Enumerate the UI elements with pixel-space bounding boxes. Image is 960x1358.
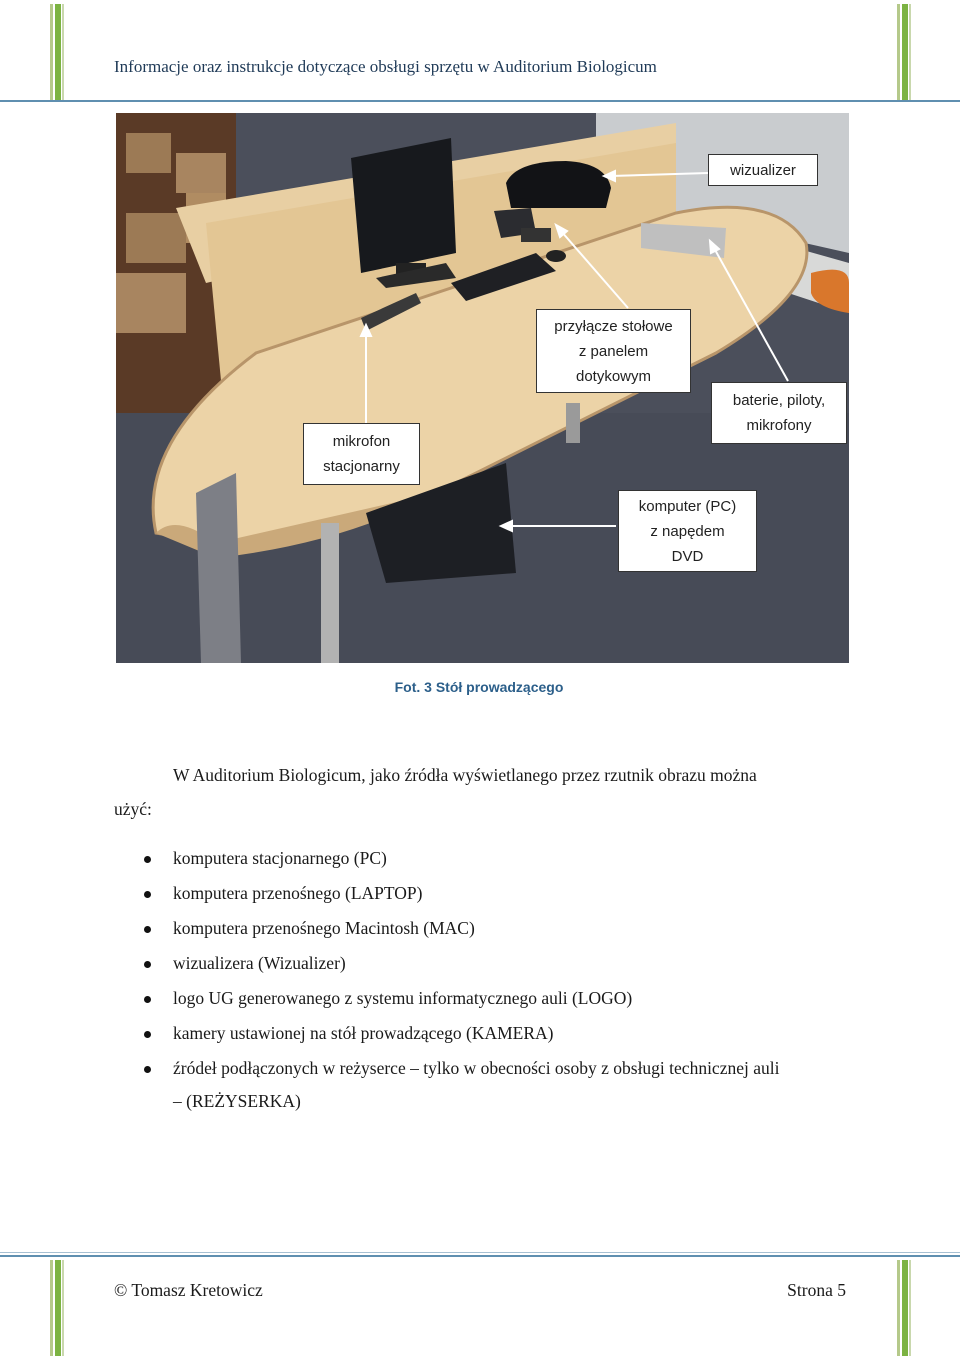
photo-caption <box>0 679 960 695</box>
label-baterie <box>711 382 847 444</box>
footer-right-ornament <box>897 1260 911 1356</box>
intro-paragraph-line2: użyć: <box>114 799 152 819</box>
label-przylacze-line1: przyłącze stołowe <box>554 317 673 335</box>
list-item: kamery ustawionej na stół prowadzącego (KAMERA) <box>173 1023 554 1043</box>
list-item-continuation: – (REŻYSERKA) <box>173 1091 301 1111</box>
footer-divider-top <box>0 1252 960 1253</box>
label-wizualizer-text: wizualizer <box>730 161 796 179</box>
label-komputer-line2: z napędem <box>650 522 725 540</box>
intro-paragraph-line1: W Auditorium Biologicum, jako źródła wyświetlanego przez rzutnik obrazu można <box>173 765 757 785</box>
bullet-icon <box>144 961 151 968</box>
footer-divider <box>0 1255 960 1257</box>
photo-caption-text: Fot. 3 Stół prowadzącego <box>394 679 564 695</box>
label-mikrofon <box>303 423 420 485</box>
list-item: komputera stacjonarnego (PC) <box>173 848 387 868</box>
list-item: źródeł podłączonych w reżyserce – tylko w obecności osoby z obsługi technicznej auli <box>173 1058 780 1078</box>
bullet-icon <box>144 1066 151 1073</box>
label-przylacze-line3: dotykowym <box>575 367 652 385</box>
lecturer-desk-photo <box>116 113 849 663</box>
label-przylacze-stolowe <box>536 309 691 393</box>
list-item: logo UG generowanego z systemu informatycznego auli (LOGO) <box>173 988 633 1008</box>
footer-page-number: Strona 5 <box>787 1280 846 1300</box>
label-baterie-line1: baterie, piloty, <box>732 392 826 409</box>
label-przylacze-line2: z panelem <box>578 342 649 360</box>
bullet-icon <box>144 1031 151 1038</box>
label-mikrofon-line1: mikrofon <box>332 433 391 450</box>
header-right-ornament <box>897 4 911 100</box>
header-left-ornament <box>50 4 64 100</box>
label-komputer <box>618 490 757 572</box>
bullet-icon <box>144 926 151 933</box>
label-komputer-line3: DVD <box>671 547 704 565</box>
label-mikrofon-line2: stacjonarny <box>323 458 400 475</box>
bullet-icon <box>144 996 151 1003</box>
footer-author: © Tomasz Kretowicz <box>114 1280 263 1300</box>
footer-left-ornament <box>50 1260 64 1356</box>
list-item: komputera przenośnego Macintosh (MAC) <box>173 918 475 938</box>
header-divider <box>0 100 960 102</box>
label-baterie-line2: mikrofony <box>746 417 812 434</box>
bullet-icon <box>144 856 151 863</box>
list-item: komputera przenośnego (LAPTOP) <box>173 883 423 903</box>
label-komputer-line1: komputer (PC) <box>638 497 737 515</box>
header-title: Informacje oraz instrukcje dotyczące obsługi sprzętu w Auditorium Biologicum <box>114 57 657 76</box>
label-wizualizer <box>708 154 818 186</box>
bullet-icon <box>144 891 151 898</box>
list-item: wizualizera (Wizualizer) <box>173 953 346 973</box>
